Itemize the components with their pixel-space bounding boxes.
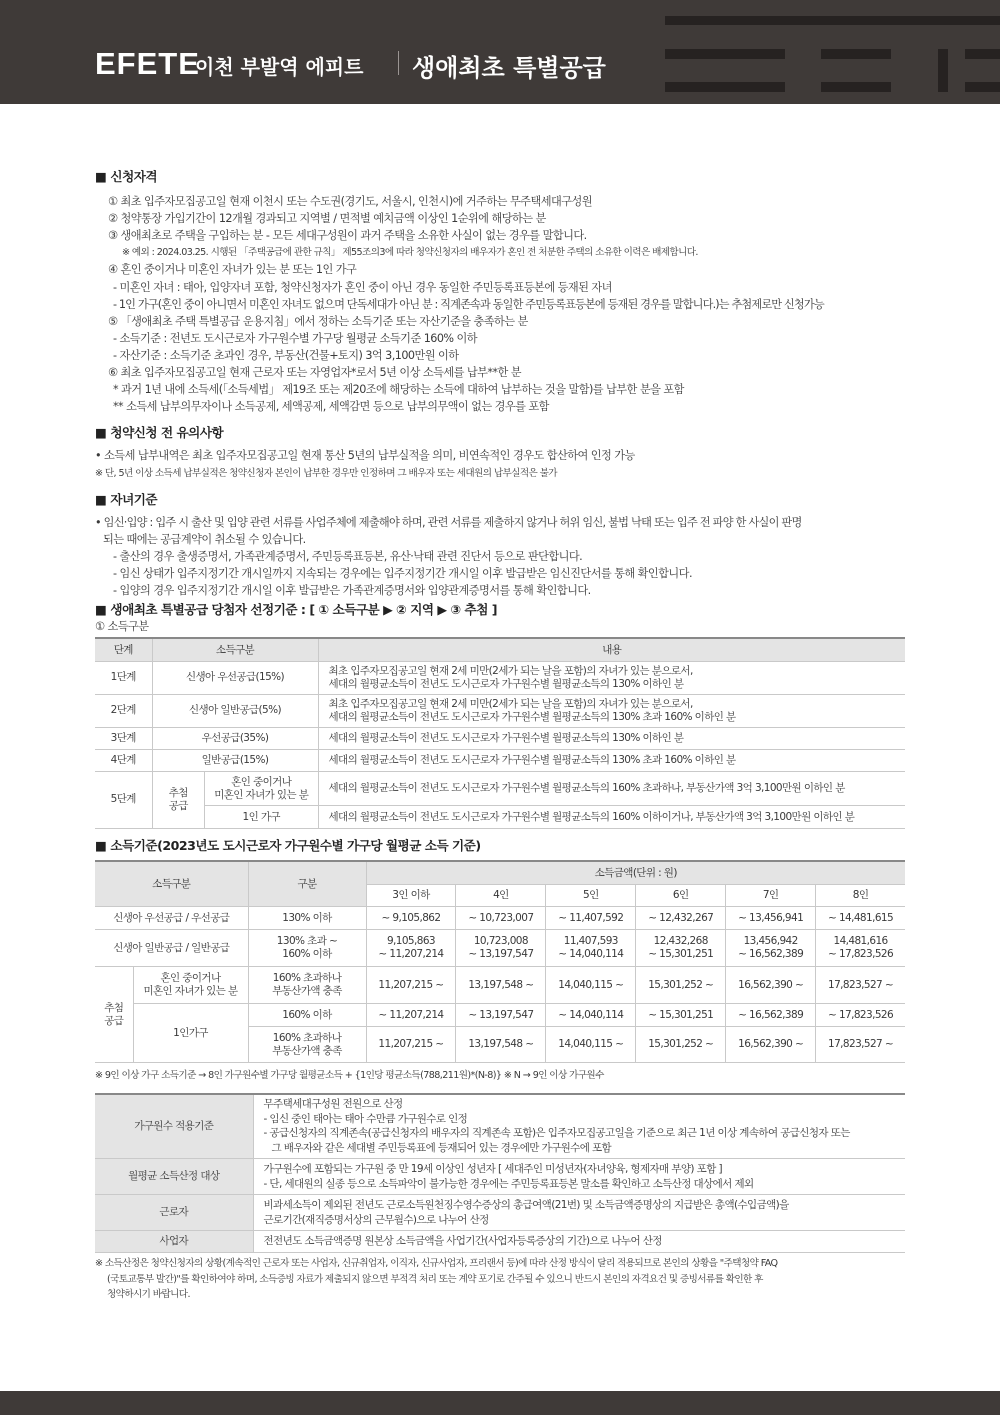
- list-item: - 미혼인 자녀 : 태아, 입양자녀 포함, 청약신청자가 혼인 중이 아닌 경우 동일한 주민등록표등본에 등재된 자녀: [113, 280, 612, 294]
- criteria-note: ※ 소득산정은 청약신청자의 상황(계속적인 근로자 또는 사업자, 신규취업자, 이직자, 신규사업자, 프리랜서 등)에 따라 산정 방식이 달리 적용되므로 본인의 상황을 "주택청약 FAQ (국토교통부 발간)"를 확인하여야 하며, 소득증빙 자료가 제출되지 않으면 부적격 처리 또는 계약 포기로 간주될 수 있으니 반드시 본인의 자격요건 및 증빙서류를 확인한 후 청약하시기 바랍니다.: [95, 1258, 778, 1301]
- header-divider: [398, 51, 399, 75]
- table-row: 근로자 비과세소득이 제외된 전년도 근로소득원천징수영수증상의 총급여액(21번) 및 소득금액증명상의 지급받은 총액(수입금액)을 근로기간(재직증명서상의 근무월수)으로 나누어 산정: [95, 1195, 905, 1231]
- list-item: 되는 때에는 공급계약이 취소될 수 있습니다.: [103, 532, 306, 546]
- list-item: ※ 예외 : 2024.03.25. 시행된 「주택공급에 관한 규칙」 제55조의3에 따라 청약신청자의 배우자가 혼인 전 처분한 주택의 소유한 이력은 배제합니다.: [122, 247, 698, 259]
- brand-emblem: [665, 16, 1000, 92]
- project-name: 이천 부발역 에피트: [195, 55, 364, 79]
- list-item: ** 소득세 납부의무자이나 소득공제, 세액공제, 세액감면 등으로 납부의무액이 없는 경우를 포함: [113, 400, 549, 414]
- table-row: 5단계 추첨 공급 혼인 중이거나 미혼인 자녀가 있는 분 1인 가구 세대의 월평균소득이 전년도 도시근로자 가구원수별 월평균소득의 160% 초과하나, 부동산가액 3억 3,100만원 이하인 분: [95, 771, 905, 806]
- table-row: 월평균 소득산정 대상 가구원수에 포함되는 가구원 중 만 19세 이상인 성년자 [ 세대주인 미성년자(자녀양육, 형제자매 부양) 포함 ] - 단, 세대원의 실종 등으로 소득파악이 불가능한 경우에는 주민등록표등본 말소를 확인하고 소득산정 대상에서 제외: [95, 1159, 905, 1195]
- income-note: ※ 9인 이상 가구 소득기준 → 8인 가구원수별 가구당 월평균소득 + {1인당 평균소득(788,211원)*(N-8)} ※ N → 9인 이상 가구원수: [95, 1070, 604, 1082]
- criteria-table: [95, 1093, 905, 1254]
- table-header: 내용: [318, 638, 905, 661]
- table-row: 1단계 신생아 우선공급(15%) 최초 입주자모집공고일 현재 2세 미만(2세가 되는 날을 포함)의 자녀가 있는 분으로서, 세대의 월평균소득이 전년도 도시근로자 가구원수별 월평균소득의 130% 이하인 분: [95, 661, 905, 694]
- list-item: - 자산기준 : 소득기준 초과인 경우, 부동산(건물+토지) 3억 3,100만원 이하: [113, 348, 459, 362]
- section-title-selection: ■ 생애최초 특별공급 당첨자 선정기준 : [ ① 소득구분 ▶ ② 지역 ▶ ③ 추첨 ]: [95, 601, 910, 618]
- table-row: 4단계 일반공급(15%) 세대의 월평균소득이 전년도 도시근로자 가구원수별 월평균소득의 130% 초과 160% 이하인 분: [95, 749, 905, 771]
- selection-table: [95, 637, 905, 829]
- list-item: ② 청약통장 가입기간이 12개월 경과되고 지역별 / 면적별 예치금액 이상인 1순위에 해당하는 분: [108, 212, 546, 226]
- income-table: 소득구분 구분 소득금액(단위 : 원) 3인 이하 4인 5인 6인 7인 8인 신생아 우선공급 / 우선공급 130% 이하 ~ 9,105,862 ~ 10,723,007 ~ 11,407,592 ~ 12,432,267 ~ 13,456,941 ~ 14,481,615 신생아 일반공급 / 일반공급 130% 초과 ~ 160% 이하 9,105,863 ~ 11,207,214 10,723,008 ~ 13,197,547 11,407,593 ~ 14,040,114 12,432,268 ~ 15,301,251 13,456,942 ~ 16,562,389 14,481,616 ~ 17,823,526 추첨 공급 혼인 중이거나 미혼인 자녀가 있는 분 160% 초과하나 부동산가액 충족 11,207,215 ~ 13,197,548 ~ 14,040,115 ~ 15,301,252 ~ 16,562,390 ~ 17,823,527 ~ 1인가구 160% 이하 ~ 11,207,214 ~ 13,197,547 ~ 14,040,114 ~ 15,301,251 ~ 16,562,389 ~ 17,823,526 160% 초과하나 부동산가액 충족 11,207,215 ~ 13,197,548 ~ 14,040,115 ~ 15,301,252 ~ 16,562,390 ~ 17,823,527 ~: [95, 860, 905, 1064]
- list-item: ⑥ 최초 입주자모집공고일 현재 근로자 또는 자영업자*로서 5년 이상 소득세를 납부**한 분: [108, 366, 521, 380]
- list-item: ④ 혼인 중이거나 미혼인 자녀가 있는 분 또는 1인 가구: [108, 263, 357, 277]
- table-row: 세대의 월평균소득이 전년도 도시근로자 가구원수별 월평균소득의 160% 이하이거나, 부동산가액 3억 3,100만원 이하인 분: [95, 806, 905, 828]
- page-title: 생애최초 특별공급: [412, 54, 606, 82]
- table-row: 신생아 우선공급 / 우선공급 130% 이하 ~ 9,105,862 ~ 10,723,007 ~ 11,407,592 ~ 12,432,267 ~ 13,456,941 ~ 14,481,615: [95, 907, 905, 930]
- table-row: 1인가구 160% 이하 ~ 11,207,214 ~ 13,197,547 ~ 14,040,114 ~ 15,301,251 ~ 16,562,389 ~ 17,823,526: [95, 1004, 905, 1027]
- table-row: 3단계 우선공급(35%) 세대의 월평균소득이 전년도 도시근로자 가구원수별 월평균소득의 130% 이하인 분: [95, 727, 905, 749]
- section-title-income: ■ 소득기준(2023년도 도시근로자 가구원수별 가구당 월평균 소득 기준): [95, 837, 910, 854]
- list-item: - 1인 가구(혼인 중이 아니면서 미혼인 자녀도 없으며 단독세대가 아닌 분 : 직계존속과 동일한 주민등록표등본에 등재된 경우를 말합니다.)는 추첨제로만 신청가능: [113, 297, 824, 311]
- section-title-qualification: ■ 신청자격: [95, 168, 910, 185]
- main-content: [95, 168, 910, 1303]
- list-item: ⑤ 「생애최초 주택 특별공급 운용지침」에서 정하는 소득기준 또는 자산기준을 충족하는 분: [108, 314, 528, 328]
- list-item: * 과거 1년 내에 소득세(「소득세법」 제19조 또는 제20조에 해당하는 소득에 대하여 납부하는 것을 말함)를 납부한 분을 포함: [113, 383, 684, 397]
- list-item: ① 최초 입주자모집공고일 현재 이천시 또는 수도권(경기도, 서울시, 인천시)에 거주하는 무주택세대구성원: [108, 195, 592, 209]
- section-title-children: ■ 자녀기준: [95, 491, 910, 508]
- page-header: [0, 0, 1000, 104]
- table-row: 사업자 전전년도 소득금액증명 원본상 소득금액을 사업기간(사업자등록증상의 기간)으로 나누어 산정: [95, 1231, 905, 1253]
- list-item: - 입양의 경우 입주지정기간 개시일 이후 발급받은 가족관계증명서와 입양관계증명서를 통해 확인합니다.: [113, 584, 591, 598]
- table-row: 2단계 신생아 일반공급(5%) 최초 입주자모집공고일 현재 2세 미만(2세가 되는 날을 포함)의 자녀가 있는 분으로서, 세대의 월평균소득이 전년도 도시근로자 가구원수별 월평균소득의 130% 초과 160% 이하인 분: [95, 694, 905, 727]
- section-title-notice: ■ 청약신청 전 유의사항: [95, 424, 910, 441]
- table-row: 신생아 일반공급 / 일반공급 130% 초과 ~ 160% 이하 9,105,863 ~ 11,207,214 10,723,008 ~ 13,197,547 11,407,593 ~ 14,040,114 12,432,268 ~ 15,301,251 13,456,942 ~ 16,562,389 14,481,616 ~ 17,823,526: [95, 930, 905, 967]
- list-item: - 출산의 경우 출생증명서, 가족관계증명서, 주민등록표등본, 유산·낙태 관련 진단서 등으로 판단합니다.: [113, 549, 583, 563]
- table-row: 추첨 공급 혼인 중이거나 미혼인 자녀가 있는 분 160% 초과하나 부동산가액 충족 11,207,215 ~ 13,197,548 ~ 14,040,115 ~ 15,301,252 ~ 16,562,390 ~ 17,823,527 ~: [95, 967, 905, 1004]
- table-row: 160% 초과하나 부동산가액 충족 11,207,215 ~ 13,197,548 ~ 14,040,115 ~ 15,301,252 ~ 16,562,390 ~ 17,823,527 ~: [95, 1027, 905, 1063]
- list-item: - 임신 상태가 입주지정기간 개시일까지 지속되는 경우에는 입주지정기간 개시일 이후 발급받은 임신진단서를 통해 확인합니다.: [113, 566, 692, 580]
- brand-logo: EFETE: [95, 46, 200, 81]
- table-header: 단계: [95, 638, 152, 661]
- list-item: ③ 생애최초로 주택을 구입하는 분 - 모든 세대구성원이 과거 주택을 소유한 사실이 없는 경우를 말합니다.: [108, 229, 587, 243]
- list-item: ※ 단, 5년 이상 소득세 납부실적은 청약신청자 본인이 납부한 경우만 인정하며 그 배우자 또는 세대원의 납부실적은 불가: [95, 467, 557, 479]
- table-header: 소득구분: [152, 638, 318, 661]
- list-item: • 소득세 납부내역은 최초 입주자모집공고일 현재 통산 5년의 납부실적을 의미, 비연속적인 경우도 합산하여 인정 가능: [95, 449, 635, 463]
- page-footer: [0, 1391, 1000, 1415]
- list-item: - 소득기준 : 전년도 도시근로자 가구원수별 가구당 월평균 소득기준 160% 이하: [113, 331, 478, 345]
- list-item: • 임신·입양 : 입주 시 출산 및 입양 관련 서류를 사업주체에 제출해야 하며, 관련 서류를 제출하지 않거나 허위 임신, 불법 낙태 또는 입주 전 파양 한 사실이 판명: [95, 515, 802, 529]
- selection-subtitle: ① 소득구분: [95, 620, 149, 634]
- table-row: 가구원수 적용기준 무주택세대구성원 전원으로 산정 - 임신 중인 태아는 태아 수만큼 가구원수로 인정 - 공급신청자의 직계존속(공급신청자의 배우자의 직계존속 포함)은 입주자모집공고일을 기준으로 최근 1년 이상 계속하여 공급신청자 또는 그 배우자와 같은 세대별 주민등록표에 등재되어 있는 경우에만 가구원수에 포함: [95, 1094, 905, 1159]
